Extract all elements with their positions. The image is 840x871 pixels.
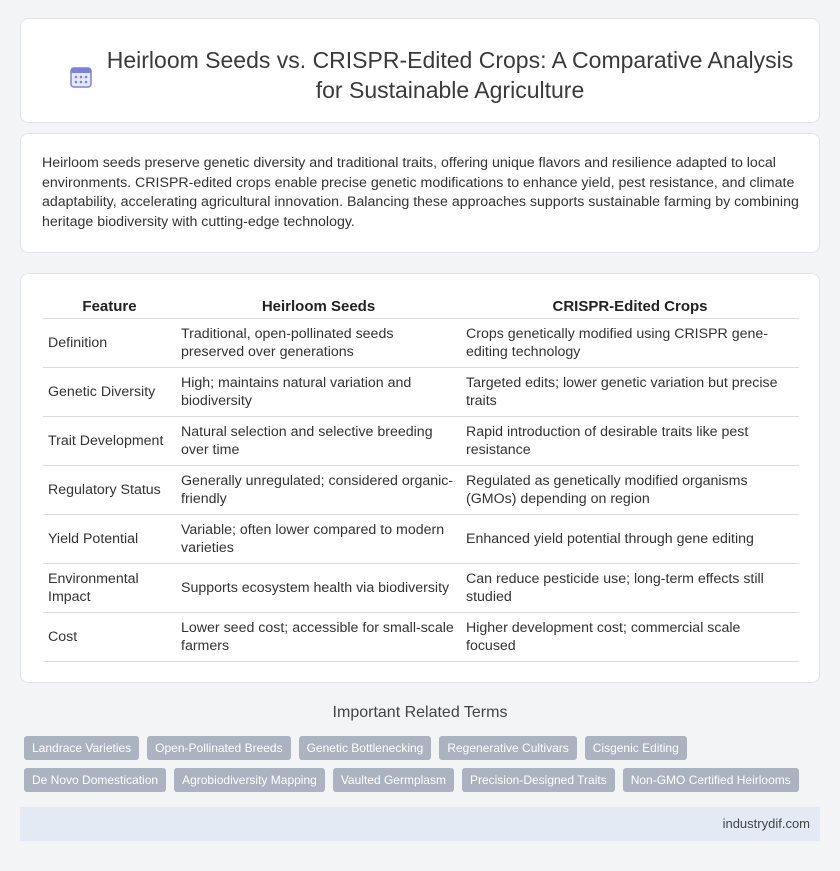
comparison-table-card	[20, 273, 820, 683]
tag-precision-designed-traits[interactable]: Precision-Designed Traits	[462, 768, 615, 792]
summary-card	[20, 133, 820, 253]
heirloom-cell: High; maintains natural variation and biodiversity	[176, 367, 461, 416]
table-header-row	[43, 297, 799, 318]
table-row	[43, 465, 799, 514]
column-header-feature: Feature	[43, 297, 176, 318]
feature-cell: Cost	[43, 612, 176, 661]
crispr-cell: Crops genetically modified using CRISPR gene-editing technology	[461, 318, 799, 367]
tag-open-pollinated-breeds[interactable]: Open-Pollinated Breeds	[147, 736, 290, 760]
table-row	[43, 318, 799, 367]
related-terms-title: Important Related Terms	[332, 704, 508, 721]
heirloom-cell: Variable; often lower compared to modern varieties	[176, 514, 461, 563]
tag-regenerative-cultivars[interactable]: Regenerative Cultivars	[439, 736, 576, 760]
comparison-table	[43, 297, 799, 662]
crispr-cell: Enhanced yield potential through gene editing	[461, 514, 799, 563]
tag-genetic-bottlenecking[interactable]: Genetic Bottlenecking	[299, 736, 432, 760]
table-row	[43, 563, 799, 612]
crispr-cell: Can reduce pesticide use; long-term effects still studied	[461, 563, 799, 612]
page-title: Heirloom Seeds vs. CRISPR-Edited Crops: A Comparative Analysis for Sustainable Agriculture	[106, 47, 794, 103]
column-header-heirloom: Heirloom Seeds	[176, 297, 461, 318]
related-terms-tags	[24, 736, 814, 792]
tag-agrobiodiversity-mapping[interactable]: Agrobiodiversity Mapping	[174, 768, 325, 792]
summary-text: Heirloom seeds preserve genetic diversity and traditional traits, offering unique flavors and resilience adapted to local environments. CRISPR-edited crops enable precise genetic modifications to enhance yield, pest resistance, and climate adaptability, accelerating agricultural innovation. Balancing these approaches supports sustainable farming by combining heritage biodiversity with cutting-edge technology.	[42, 155, 799, 230]
table-row	[43, 367, 799, 416]
tag-landrace-varieties[interactable]: Landrace Varieties	[24, 736, 139, 760]
heirloom-cell: Natural selection and selective breeding over time	[176, 416, 461, 465]
feature-cell: Regulatory Status	[43, 465, 176, 514]
heirloom-cell: Generally unregulated; considered organic-friendly	[176, 465, 461, 514]
table-row	[43, 514, 799, 563]
table-row	[43, 416, 799, 465]
crispr-cell: Targeted edits; lower genetic variation but precise traits	[461, 367, 799, 416]
heirloom-cell: Traditional, open-pollinated seeds preserved over generations	[176, 318, 461, 367]
column-header-crispr: CRISPR-Edited Crops	[461, 297, 799, 318]
heirloom-cell: Supports ecosystem health via biodiversity	[176, 563, 461, 612]
tag-cisgenic-editing[interactable]: Cisgenic Editing	[585, 736, 687, 760]
header-card	[20, 18, 820, 123]
tag-vaulted-germplasm[interactable]: Vaulted Germplasm	[333, 768, 454, 792]
heirloom-cell: Lower seed cost; accessible for small-scale farmers	[176, 612, 461, 661]
calendar-grid-icon	[69, 65, 93, 89]
footer-site-link[interactable]: industrydif.com	[722, 816, 810, 831]
feature-cell: Genetic Diversity	[43, 367, 176, 416]
crispr-cell: Regulated as genetically modified organisms (GMOs) depending on region	[461, 465, 799, 514]
feature-cell: Definition	[43, 318, 176, 367]
tag-non-gmo-certified-heirlooms[interactable]: Non-GMO Certified Heirlooms	[623, 768, 799, 792]
feature-cell: Yield Potential	[43, 514, 176, 563]
footer-bar	[20, 807, 820, 841]
tag-de-novo-domestication[interactable]: De Novo Domestication	[24, 768, 166, 792]
feature-cell: Trait Development	[43, 416, 176, 465]
crispr-cell: Rapid introduction of desirable traits like pest resistance	[461, 416, 799, 465]
table-row	[43, 612, 799, 661]
crispr-cell: Higher development cost; commercial scale focused	[461, 612, 799, 661]
feature-cell: Environmental Impact	[43, 563, 176, 612]
